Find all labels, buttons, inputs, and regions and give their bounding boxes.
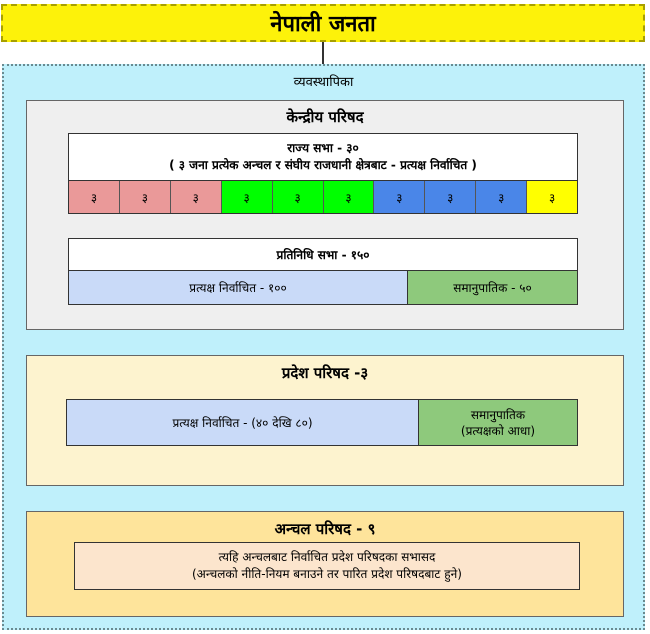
central-council-label: केन्द्रीय परिषद — [286, 108, 364, 126]
pradesh-direct-cell: प्रत्यक्ष निर्वाचित - (४० देखि ८०) — [67, 400, 419, 445]
direct-elected-cell: प्रत्यक्ष निर्वाचित - १०० — [69, 271, 408, 304]
pradesh-council-row — [66, 399, 578, 446]
seat-cell: ३ — [527, 181, 577, 213]
pratinidhi-sabha-title: प्रतिनिधि सभा - १५० — [276, 248, 370, 262]
pratinidhi-sabha-header — [68, 238, 578, 271]
rajya-sabha-title: राज्य सभा - ३० — [287, 141, 359, 155]
rajya-sabha-header — [68, 133, 578, 181]
nepali-people-box — [1, 4, 645, 42]
connector-line — [322, 42, 324, 64]
pradesh-proportional-note: (प्रत्यक्षको आधा) — [460, 423, 536, 438]
anchal-council-description — [74, 542, 580, 590]
seat-cell: ३ — [222, 181, 273, 213]
seat-cell: ३ — [273, 181, 324, 213]
rajya-sabha-seat-row — [68, 181, 578, 214]
rajya-sabha-subtitle: ( ३ जना प्रत्येक अन्चल र संघीय राजधानी क्षेत्रबाट - प्रत्यक्ष निर्वाचित ) — [169, 158, 477, 172]
legislature-label: व्यवस्थापिका — [293, 75, 354, 90]
anchal-description-line1: त्यहि अन्चलबाट निर्वाचित प्रदेश परिषदका सभासद — [218, 550, 436, 564]
seat-cell: ३ — [425, 181, 476, 213]
seat-cell: ३ — [476, 181, 527, 213]
title-text: नेपाली जनता — [270, 12, 376, 37]
seat-cell: ३ — [69, 181, 120, 213]
seat-cell: ३ — [120, 181, 171, 213]
seat-cell: ३ — [374, 181, 425, 213]
pratinidhi-sabha-row — [68, 271, 578, 305]
seat-cell: ३ — [171, 181, 222, 213]
pradesh-proportional-cell — [419, 400, 577, 445]
seat-cell: ३ — [324, 181, 375, 213]
proportional-cell: समानुपातिक - ५० — [408, 271, 577, 304]
pradesh-proportional-title: समानुपातिक — [470, 407, 526, 422]
pradesh-council-label: प्रदेश परिषद -३ — [281, 364, 369, 382]
anchal-council-label: अन्चल परिषद - ९ — [274, 520, 376, 538]
anchal-description-line2: (अन्चलको नीति-नियम बनाउने तर पारित प्रदेश परिषदबाट हुने) — [191, 567, 462, 581]
